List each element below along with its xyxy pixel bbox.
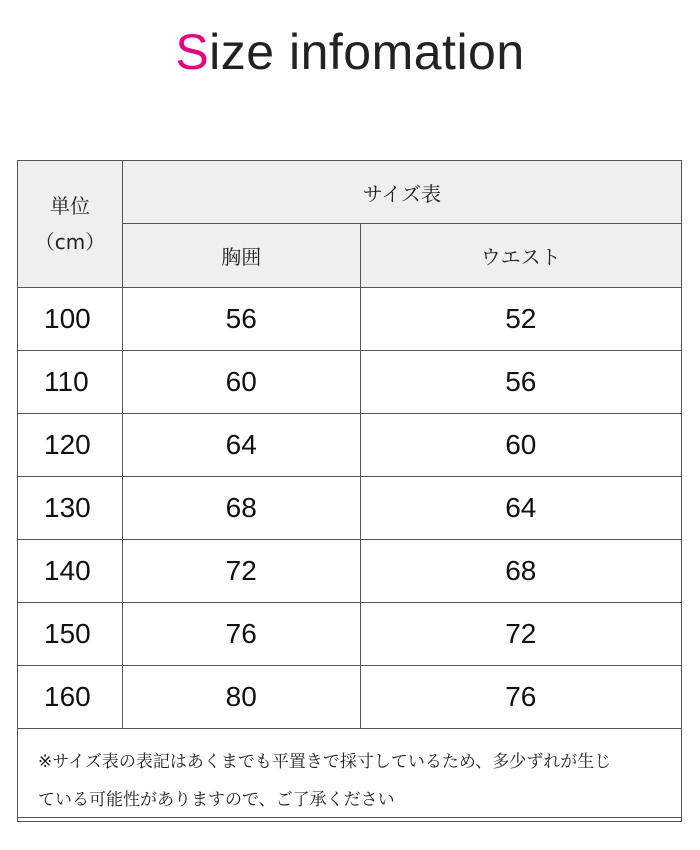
- table-row: [18, 288, 682, 351]
- title-accent-letter: S: [175, 24, 210, 80]
- chest-cell: 68: [122, 477, 360, 540]
- size-chart-header: サイズ表: [122, 161, 681, 224]
- table-row: [18, 351, 682, 414]
- table-row: [18, 477, 682, 540]
- page-title: [0, 22, 700, 82]
- size-cell: 120: [18, 414, 123, 477]
- unit-sub-label: （cm）: [34, 230, 106, 254]
- size-cell: 110: [18, 351, 123, 414]
- column-header-waist: ウエスト: [360, 224, 681, 288]
- size-cell: 100: [18, 288, 123, 351]
- note-line: ※サイズ表の表記はあくまでも平置きで採寸しているため、多少ずれが生じ: [38, 752, 612, 772]
- size-cell: 130: [18, 477, 123, 540]
- size-cell: 140: [18, 540, 123, 603]
- waist-cell: 56: [360, 351, 681, 414]
- table-row: [18, 603, 682, 666]
- unit-label: 単位: [49, 194, 90, 218]
- unit-header-cell: [18, 161, 123, 288]
- title-text: ize infomation: [209, 24, 525, 80]
- measurement-note: [18, 729, 682, 822]
- table-row: [18, 414, 682, 477]
- chest-cell: 56: [122, 288, 360, 351]
- waist-cell: 60: [360, 414, 681, 477]
- chest-cell: 60: [122, 351, 360, 414]
- size-cell: 150: [18, 603, 123, 666]
- waist-cell: 72: [360, 603, 681, 666]
- chest-cell: 72: [122, 540, 360, 603]
- waist-cell: 52: [360, 288, 681, 351]
- chest-cell: 80: [122, 666, 360, 729]
- note-line: ている可能性がありますので、ご了承ください: [38, 790, 395, 810]
- chest-cell: 64: [122, 414, 360, 477]
- table-row: [18, 540, 682, 603]
- chest-cell: 76: [122, 603, 360, 666]
- waist-cell: 64: [360, 477, 681, 540]
- waist-cell: 76: [360, 666, 681, 729]
- size-table: [17, 160, 682, 818]
- waist-cell: 68: [360, 540, 681, 603]
- table-row: [18, 666, 682, 729]
- column-header-chest: 胸囲: [122, 224, 360, 288]
- size-cell: 160: [18, 666, 123, 729]
